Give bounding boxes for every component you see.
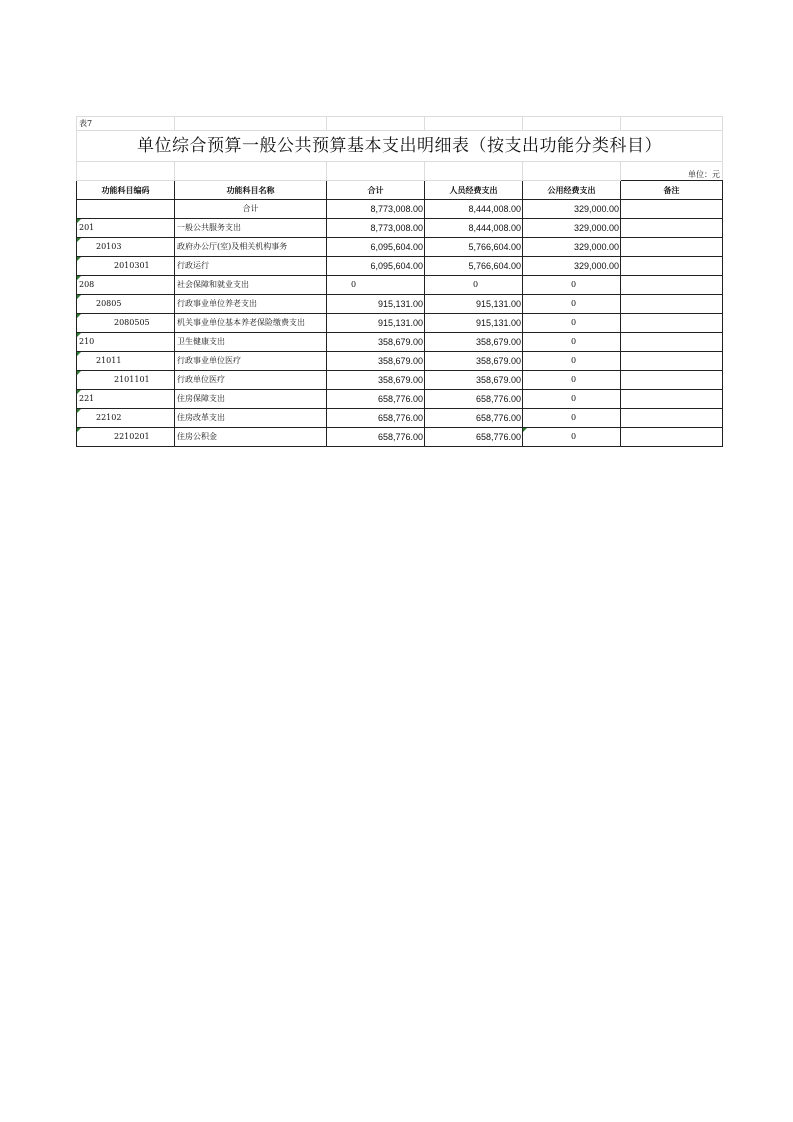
cell-public: 329,000.00	[523, 200, 621, 219]
cell-personnel: 658,776.00	[425, 409, 523, 428]
cell-note	[621, 238, 723, 257]
unit-label: 单位：元	[621, 162, 723, 181]
cell-total: 658,776.00	[327, 390, 425, 409]
cell-note	[621, 257, 723, 276]
header-personnel: 人员经费支出	[425, 181, 523, 200]
cell-note	[621, 371, 723, 390]
cell-name: 社会保障和就业支出	[175, 276, 327, 295]
cell-name: 住房改革支出	[175, 409, 327, 428]
header-name: 功能科目名称	[175, 181, 327, 200]
cell-total: 0	[327, 276, 425, 295]
cell-name: 卫生健康支出	[175, 333, 327, 352]
cell-code	[77, 200, 175, 219]
cell-personnel: 658,776.00	[425, 390, 523, 409]
table-row	[77, 314, 723, 333]
table-row	[77, 238, 723, 257]
cell-public: 329,000.00	[523, 238, 621, 257]
cell-note	[621, 200, 723, 219]
cell-total: 658,776.00	[327, 409, 425, 428]
header-code: 功能科目编码	[77, 181, 175, 200]
cell-note	[621, 390, 723, 409]
cell-personnel: 358,679.00	[425, 352, 523, 371]
cell-marker	[523, 428, 527, 432]
cell-marker	[77, 314, 81, 318]
cell-code: 2010301	[77, 257, 175, 276]
cell-marker	[77, 409, 81, 413]
unit-row	[77, 162, 723, 181]
cell-marker	[77, 295, 81, 299]
cell-public: 0	[523, 371, 621, 390]
cell-total: 915,131.00	[327, 314, 425, 333]
cell-note	[621, 428, 723, 447]
budget-sheet	[76, 116, 722, 447]
cell-public: 0	[523, 409, 621, 428]
cell-name: 行政运行	[175, 257, 327, 276]
cell-note	[621, 276, 723, 295]
cell-total: 6,095,604.00	[327, 238, 425, 257]
cell-marker	[77, 219, 81, 223]
cell-code: 22102	[77, 409, 175, 428]
cell-name: 行政单位医疗	[175, 371, 327, 390]
cell-public: 329,000.00	[523, 219, 621, 238]
cell-personnel: 658,776.00	[425, 428, 523, 447]
cell-marker	[77, 238, 81, 242]
cell-name: 住房保障支出	[175, 390, 327, 409]
cell-total: 8,773,008.00	[327, 200, 425, 219]
table-row	[77, 200, 723, 219]
cell-code: 221	[77, 390, 175, 409]
cell-note	[621, 219, 723, 238]
table-tag: 表7	[77, 117, 175, 131]
cell-personnel: 5,766,604.00	[425, 238, 523, 257]
cell-marker	[77, 276, 81, 280]
cell-marker	[77, 371, 81, 375]
table-row	[77, 428, 723, 447]
cell-note	[621, 314, 723, 333]
cell-name: 一般公共服务支出	[175, 219, 327, 238]
cell-public: 0	[523, 352, 621, 371]
cell-marker	[77, 352, 81, 356]
cell-total: 358,679.00	[327, 333, 425, 352]
cell-name: 行政事业单位医疗	[175, 352, 327, 371]
table-tag-row	[77, 117, 723, 131]
cell-personnel: 8,444,008.00	[425, 219, 523, 238]
cell-marker	[77, 428, 81, 432]
cell-code: 210	[77, 333, 175, 352]
cell-note	[621, 295, 723, 314]
cell-note	[621, 333, 723, 352]
header-public: 公用经费支出	[523, 181, 621, 200]
cell-public: 0	[523, 390, 621, 409]
cell-name: 行政事业单位养老支出	[175, 295, 327, 314]
header-total: 合计	[327, 181, 425, 200]
cell-name: 机关事业单位基本养老保险缴费支出	[175, 314, 327, 333]
cell-total: 6,095,604.00	[327, 257, 425, 276]
table-row	[77, 276, 723, 295]
table-row	[77, 409, 723, 428]
cell-public: 0	[523, 276, 621, 295]
table-row	[77, 295, 723, 314]
budget-table	[76, 116, 723, 447]
cell-public: 0	[523, 333, 621, 352]
cell-code: 21011	[77, 352, 175, 371]
cell-marker	[77, 390, 81, 394]
table-row	[77, 390, 723, 409]
cell-code: 208	[77, 276, 175, 295]
cell-public: 0	[523, 295, 621, 314]
cell-public: 0	[523, 314, 621, 333]
header-note: 备注	[621, 181, 723, 200]
cell-personnel: 5,766,604.00	[425, 257, 523, 276]
cell-public: 329,000.00	[523, 257, 621, 276]
title-row	[77, 131, 723, 162]
page-title: 单位综合预算一般公共预算基本支出明细表（按支出功能分类科目）	[77, 131, 723, 162]
header-row	[77, 181, 723, 200]
table-row	[77, 371, 723, 390]
cell-personnel: 8,444,008.00	[425, 200, 523, 219]
cell-note	[621, 409, 723, 428]
cell-code: 201	[77, 219, 175, 238]
cell-total: 358,679.00	[327, 352, 425, 371]
table-row	[77, 352, 723, 371]
cell-code: 20805	[77, 295, 175, 314]
table-row	[77, 333, 723, 352]
cell-personnel: 358,679.00	[425, 333, 523, 352]
cell-name: 政府办公厅(室)及相关机构事务	[175, 238, 327, 257]
cell-name: 住房公积金	[175, 428, 327, 447]
cell-code: 2210201	[77, 428, 175, 447]
table-row	[77, 257, 723, 276]
cell-personnel: 915,131.00	[425, 295, 523, 314]
cell-code: 2101101	[77, 371, 175, 390]
cell-name: 合计	[175, 200, 327, 219]
cell-personnel: 358,679.00	[425, 371, 523, 390]
cell-marker	[77, 257, 81, 261]
cell-personnel: 0	[425, 276, 523, 295]
cell-total: 658,776.00	[327, 428, 425, 447]
cell-code: 20103	[77, 238, 175, 257]
cell-total: 915,131.00	[327, 295, 425, 314]
cell-total: 358,679.00	[327, 371, 425, 390]
cell-note	[621, 352, 723, 371]
cell-personnel: 915,131.00	[425, 314, 523, 333]
cell-marker	[77, 333, 81, 337]
cell-public: 0	[523, 428, 621, 447]
cell-total: 8,773,008.00	[327, 219, 425, 238]
cell-code: 2080505	[77, 314, 175, 333]
table-row	[77, 219, 723, 238]
